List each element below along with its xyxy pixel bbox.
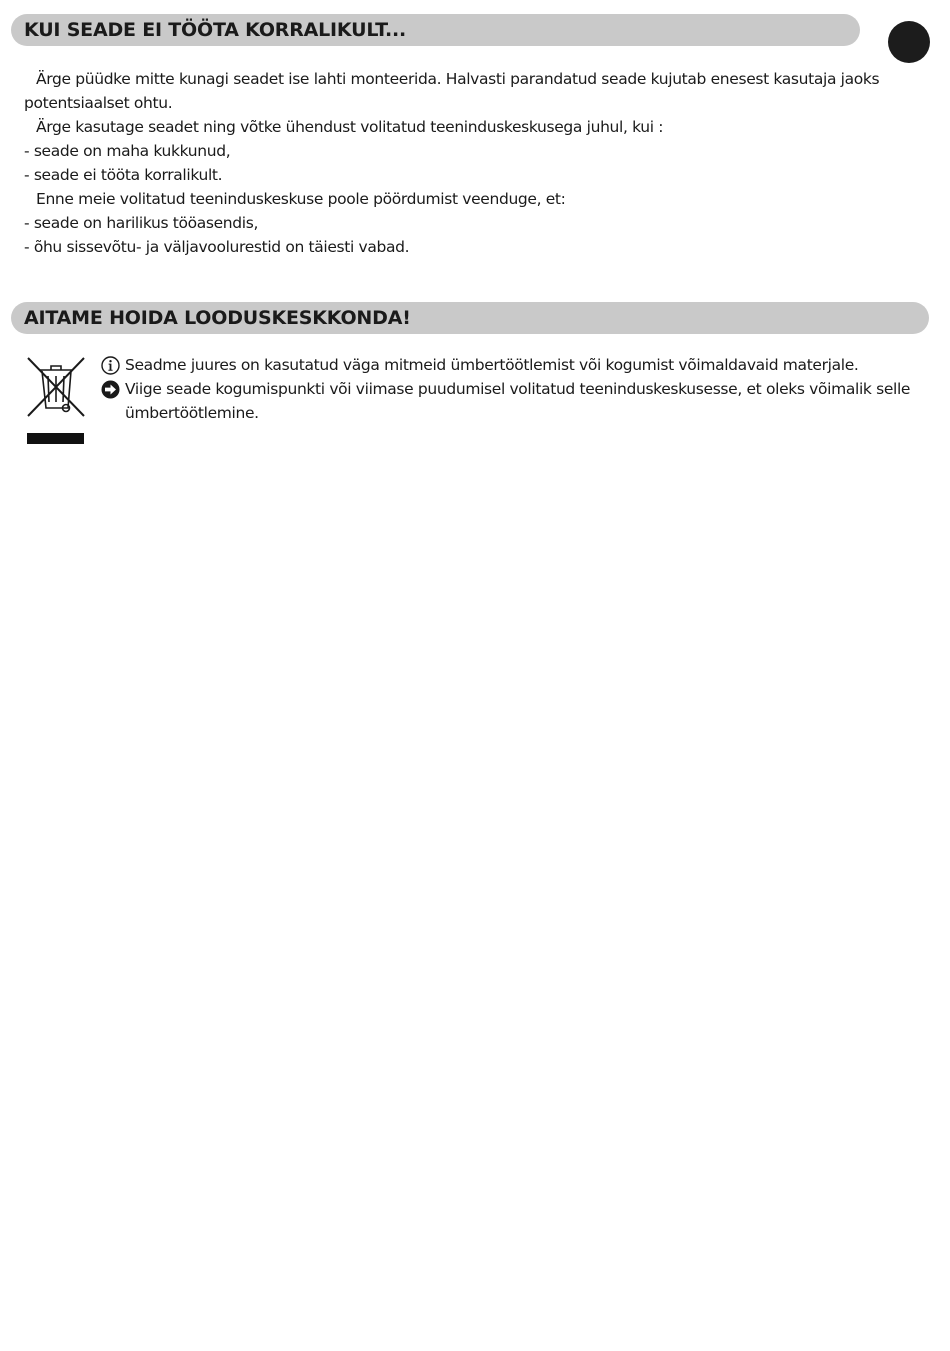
paragraph-disassembly-warning: Ärge püüdke mitte kunagi seadet ise lahti monteerida. Halvasti parandatud seade kujutab enesest kasutaja jaoks potentsiaalset ohtu.	[24, 70, 880, 112]
paragraph-contact-service: Ärge kasutage seadet ning võtke ühendust volitatud teeninduskeskusega juhul, kui :	[36, 118, 664, 136]
text-collection-point: Viige seade kogumispunkti või viimase puudumisel volitatud teeninduskeskusesse, et oleks võimalik selle ümbertöötlemine.	[125, 380, 911, 422]
crossed-out-wheelie-bin-icon	[26, 356, 86, 446]
arrow-right-circle-icon	[101, 377, 125, 401]
section-header-troubleshooting	[11, 14, 860, 46]
text-recyclable-materials: Seadme juures on kasutatud väga mitmeid ümbertöötlemist või kogumist võimaldavaid materjale.	[125, 356, 859, 374]
paragraph-before-contact: Enne meie volitatud teeninduskeskuse poole pöördumist veenduge, et:	[36, 190, 566, 208]
troubleshooting-text	[24, 67, 930, 259]
section-header-environment	[11, 302, 929, 334]
list-item-collection-point	[101, 377, 931, 425]
list-item-normal-position: - seade on harilikus tööasendis,	[24, 214, 259, 232]
list-item-not-working: - seade ei tööta korralikult.	[24, 166, 223, 184]
list-item-grilles-free: - õhu sissevõtu- ja väljavoolurestid on täiesti vabad.	[24, 238, 410, 256]
section-title-environment: AITAME HOIDA LOODUSKESKKONDA!	[24, 307, 411, 329]
info-icon	[101, 353, 125, 377]
list-item-dropped: - seade on maha kukkunud,	[24, 142, 231, 160]
black-circle-tab-icon	[888, 21, 930, 63]
list-item-recyclable-materials	[101, 353, 931, 377]
environment-list	[101, 353, 931, 425]
section-title-troubleshooting: KUI SEADE EI TÖÖTA KORRALIKULT...	[24, 19, 407, 41]
